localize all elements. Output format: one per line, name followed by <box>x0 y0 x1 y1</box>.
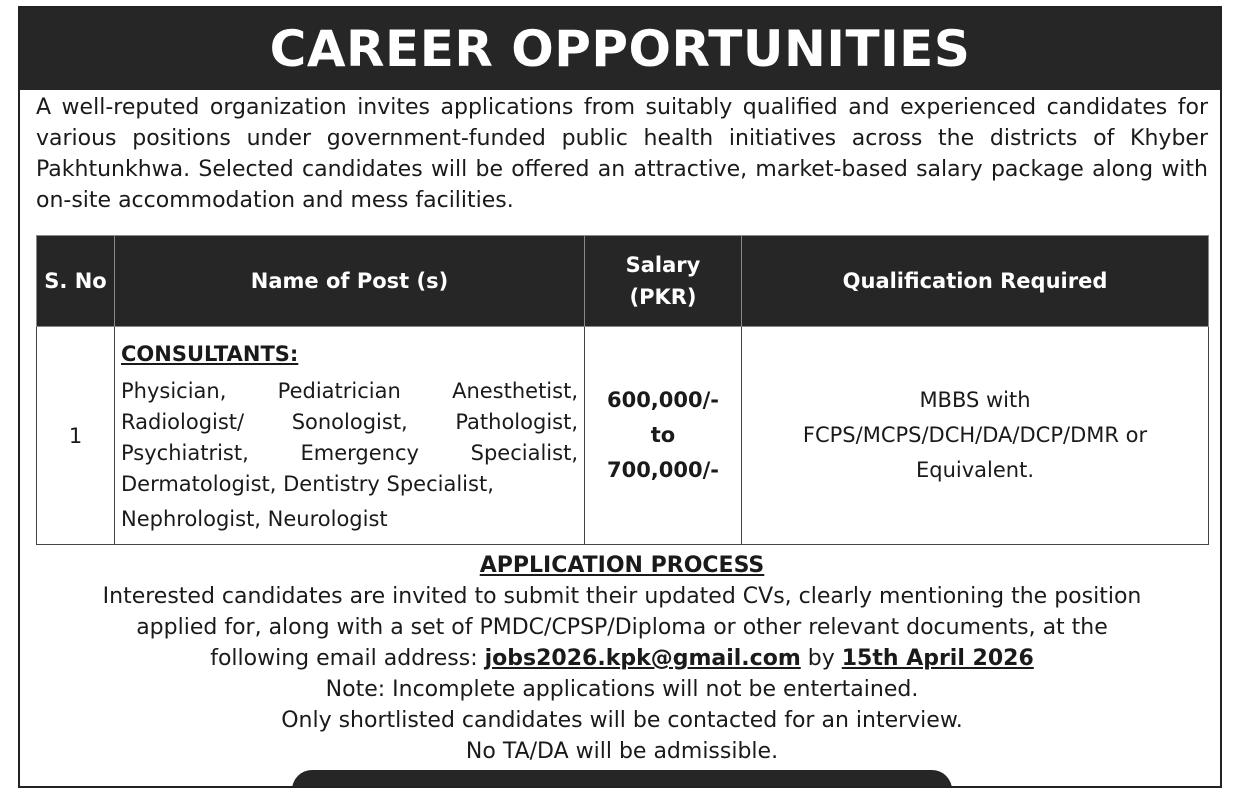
row-qualification <box>742 327 1209 545</box>
bottom-bar <box>292 770 952 788</box>
advertisement-frame <box>18 6 1222 788</box>
application-line-3 <box>36 643 1208 674</box>
post-list-last: Nephrologist, Neurologist <box>121 506 388 531</box>
header-post: Name of Post (s) <box>115 236 585 327</box>
shortlist-note: Only shortlisted candidates will be contacted for an interview. <box>281 708 963 733</box>
email-prefix: following email address: <box>210 646 478 671</box>
row-salary <box>585 327 742 545</box>
salary-min: 600,000/- <box>606 388 720 412</box>
header-salary <box>585 236 742 327</box>
row-sno: 1 <box>37 327 115 545</box>
header-salary-unit: (PKR) <box>629 285 697 309</box>
post-category: CONSULTANTS: <box>121 341 299 366</box>
email-address[interactable]: jobs2026.kpk@gmail.com <box>484 646 801 671</box>
table-header-row <box>37 236 1209 327</box>
post-list: Physician, Pediatrician Anesthetist, Radiologist/ Sonologist, Pathologist, Psychiatrist, Emergency Specialist, Dermatologist, Dentistry Specialist, <box>121 378 578 496</box>
salary-to: to <box>650 423 676 447</box>
positions-table <box>36 235 1209 545</box>
salary-max: 700,000/- <box>606 458 720 482</box>
application-process <box>36 550 1208 767</box>
tada-note: No TA/DA will be admissible. <box>465 739 779 764</box>
application-line-2: applied for, along with a set of PMDC/CPSP/Diploma or other relevant documents, at the <box>136 615 1108 640</box>
header-salary-label: Salary <box>625 253 701 277</box>
row-posts <box>115 327 585 545</box>
incomplete-note: Note: Incomplete applications will not be entertained. <box>325 677 919 702</box>
table-row <box>37 327 1209 545</box>
intro-paragraph: A well-reputed organization invites applications from suitably qualified and experienced candidates for various positions under government-funded public health initiatives across the districts of Khyber Pakhtunkhwa. Selected candidates will be offered an attractive, market-based salary package along with on-site accommodation and mess facilities. <box>36 95 1208 213</box>
application-title: APPLICATION PROCESS <box>479 553 765 578</box>
application-line-1: Interested candidates are invited to submit their updated CVs, clearly mentioning the position <box>102 584 1142 609</box>
page-title: CAREER OPPORTUNITIES <box>20 8 1220 90</box>
qual-line-3: Equivalent. <box>915 458 1034 482</box>
qual-line-2: FCPS/MCPS/DCH/DA/DCP/DMR or <box>802 423 1148 447</box>
header-sno: S. No <box>37 236 115 327</box>
header-qualification: Qualification Required <box>742 236 1209 327</box>
deadline-date: 15th April 2026 <box>841 646 1034 671</box>
by-text: by <box>807 646 835 671</box>
qual-line-1: MBBS with <box>919 388 1031 412</box>
